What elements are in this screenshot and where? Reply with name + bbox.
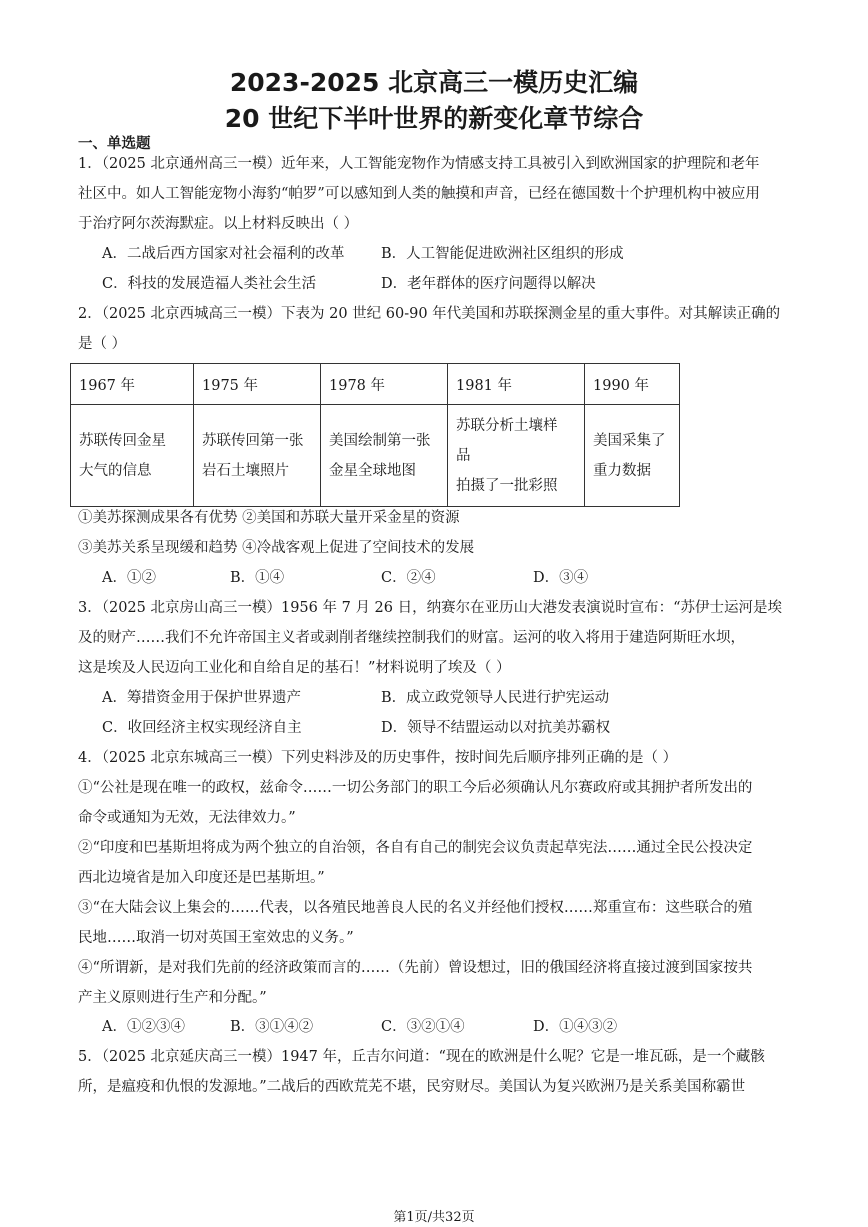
question-2-statements: ①美苏探测成果各有优势 ②美国和苏联大量开采金星的资源	[78, 510, 460, 526]
question-4-source: 产主义原则进行生产和分配。”	[78, 990, 267, 1006]
event-line: 美国采集了	[593, 432, 666, 449]
table-cell-event	[321, 405, 448, 507]
event-line: 重力数据	[593, 462, 651, 479]
section-heading: 一、单选题	[78, 135, 151, 152]
question-4-source: ④“所谓新，是对我们先前的经济政策而言的……（先前）曾设想过，旧的俄国经济将直接过渡到国家按共	[78, 960, 753, 976]
question-4-option-d: D．①④③②	[533, 1019, 618, 1035]
question-2-option-c: C．②④	[381, 570, 436, 586]
table-cell-event	[585, 405, 680, 507]
event-line: 品	[456, 447, 471, 464]
document-title-line1: 2023-2025 北京高三一模历史汇编	[229, 68, 639, 97]
question-2-text: 2．（2025 北京西城高三一模）下表为 20 世纪 60-90 年代美国和苏联探测金星的重大事件。对其解读正确的	[78, 306, 781, 322]
venus-events-table	[70, 363, 680, 507]
event-line: 拍摄了一批彩照	[456, 477, 558, 494]
event-line: 金星全球地图	[329, 462, 416, 479]
event-line: 美国绘制第一张	[329, 432, 431, 449]
question-3-option-b: B．成立政党领导人民进行护宪运动	[381, 690, 610, 706]
question-3-text: 这是埃及人民迈向工业化和自给自足的基石！”材料说明了埃及（ ）	[78, 660, 511, 676]
document-title-line2: 20 世纪下半叶世界的新变化章节综合	[224, 104, 644, 133]
question-2-text: 是（ ）	[78, 336, 127, 352]
question-4-source: ③“在大陆会议上集会的……代表，以各殖民地善良人民的名义并经他们授权……郑重宣布：这些联合的殖	[78, 900, 753, 916]
event-line: 大气的信息	[79, 462, 152, 479]
table-cell-event	[194, 405, 321, 507]
question-4-source: ②“印度和巴基斯坦将成为两个独立的自治领，各自有自己的制宪会议负责起草宪法……通过全民公投决定	[78, 840, 753, 856]
question-2-option-b: B．①④	[230, 570, 285, 586]
question-1-text: 社区中。如人工智能宠物小海豹“帕罗”可以感知到人类的触摸和声音，已经在德国数十个护理机构中被应用	[78, 186, 760, 202]
question-4-source: 民地……取消一切对英国王室效忠的义务。”	[78, 930, 354, 946]
question-4-text: 4．（2025 北京东城高三一模）下列史料涉及的历史事件，按时间先后顺序排列正确的是（ ）	[78, 750, 678, 766]
question-1-option-b: B．人工智能促进欧洲社区组织的形成	[381, 246, 624, 262]
table-cell-event	[71, 405, 194, 507]
question-4-option-c: C．③②①④	[381, 1019, 465, 1035]
question-2-option-a: A．①②	[102, 570, 156, 586]
question-1-option-a: A．二战后西方国家对社会福利的改革	[102, 246, 345, 262]
event-line: 岩石土壤照片	[202, 462, 289, 479]
question-4-source: 西北边境省是加入印度还是巴基斯坦。”	[78, 870, 325, 886]
table-cell-event	[448, 405, 585, 507]
question-2-option-d: D．③④	[533, 570, 589, 586]
question-3-text: 及的财产……我们不允许帝国主义者或剥削者继续控制我们的财富。运河的收入将用于建造阿斯旺水坝，	[78, 630, 745, 646]
question-5-text: 所，是瘟疫和仇恨的发源地。”二战后的西欧荒芜不堪，民穷财尽。美国认为复兴欧洲乃是关系美国称霸世	[78, 1079, 746, 1095]
question-4-source: 命令或通知为无效，无法律效力。”	[78, 810, 296, 826]
event-line: 苏联分析土壤样	[456, 417, 558, 434]
event-line: 苏联传回金星	[79, 432, 166, 449]
question-3-option-a: A．筹措资金用于保护世界遗产	[102, 690, 301, 706]
table-cell-year: 1981 年	[448, 364, 585, 405]
question-4-source: ①“公社是现在唯一的政权，兹命令……一切公务部门的职工今后必须确认凡尔赛政府或其拥护者所发出的	[78, 780, 753, 796]
event-line: 苏联传回第一张	[202, 432, 304, 449]
question-5-text: 5．（2025 北京延庆高三一模）1947 年，丘吉尔问道：“现在的欧洲是什么呢？它是一堆瓦砾，是一个藏骸	[78, 1049, 765, 1065]
table-cell-year: 1975 年	[194, 364, 321, 405]
question-1-text: 1．（2025 北京通州高三一模）近年来，人工智能宠物作为情感支持工具被引入到欧洲国家的护理院和老年	[78, 156, 760, 172]
table-header-row	[71, 364, 680, 405]
table-row	[71, 405, 680, 507]
question-1-option-d: D．老年群体的医疗问题得以解决	[381, 276, 596, 292]
page-number: 第1页/共32页	[393, 1210, 475, 1225]
question-3-option-c: C．收回经济主权实现经济自主	[102, 720, 302, 736]
question-4-option-a: A．①②③④	[102, 1019, 185, 1035]
question-1-text: 于治疗阿尔茨海默症。以上材料反映出（ ）	[78, 216, 359, 232]
question-2-statements: ③美苏关系呈现缓和趋势 ④冷战客观上促进了空间技术的发展	[78, 540, 475, 556]
question-3-option-d: D．领导不结盟运动以对抗美苏霸权	[381, 720, 611, 736]
table-cell-year: 1967 年	[71, 364, 194, 405]
question-1-option-c: C．科技的发展造福人类社会生活	[102, 276, 317, 292]
table-cell-year: 1978 年	[321, 364, 448, 405]
table-cell-year: 1990 年	[585, 364, 680, 405]
question-3-text: 3．（2025 北京房山高三一模）1956 年 7 月 26 日，纳赛尔在亚历山大港发表演说时宣布：“苏伊士运河是埃	[78, 600, 783, 616]
question-4-option-b: B．③①④②	[230, 1019, 314, 1035]
